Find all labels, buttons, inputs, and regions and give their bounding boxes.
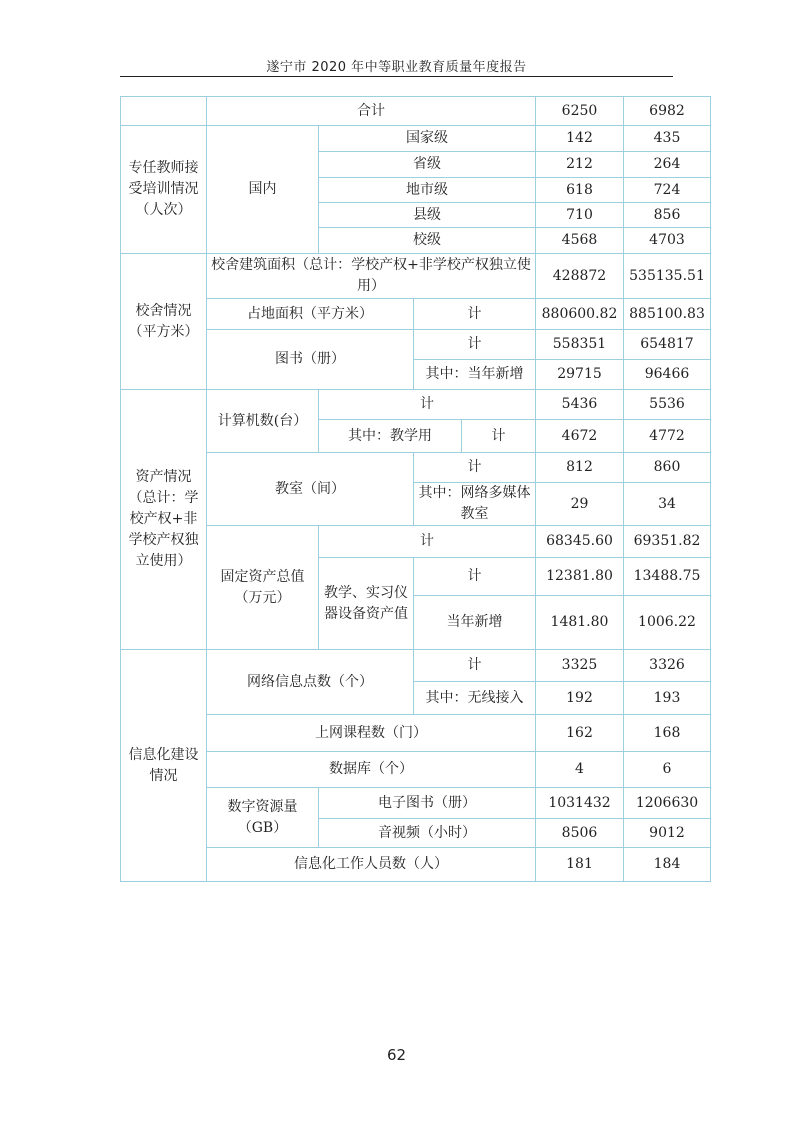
value-cell: 710 (536, 203, 624, 228)
value-cell: 96466 (624, 360, 711, 390)
page-number: 62 (386, 1046, 407, 1064)
value-cell: 856 (624, 203, 711, 228)
row-label: 网络信息点数（个） (207, 650, 414, 715)
value-cell: 1206630 (624, 788, 711, 819)
value-cell: 29715 (536, 360, 624, 390)
row-label: 地市级 (319, 178, 536, 203)
statistics-table (120, 96, 711, 882)
value-cell: 12381.80 (536, 558, 624, 596)
row-label: 校舍建筑面积（总计：学校产权+非学校产权独立使用） (207, 254, 536, 299)
value-cell: 4 (536, 752, 624, 788)
value-cell: 428872 (536, 254, 624, 299)
category-cell: 校舍情况（平方米） (121, 254, 207, 390)
value-cell: 8506 (536, 819, 624, 848)
group-cell: 国内 (207, 126, 319, 254)
sub-label: 音视频（小时） (319, 819, 536, 848)
row-label: 数据库（个） (207, 752, 536, 788)
value-cell: 4703 (624, 228, 711, 254)
value-cell: 724 (624, 178, 711, 203)
value-cell: 4672 (536, 420, 624, 453)
table-row (121, 650, 711, 682)
value-cell: 558351 (536, 330, 624, 360)
row-label: 县级 (319, 203, 536, 228)
sub-label: 其中：当年新增 (414, 360, 536, 390)
table-row (121, 715, 711, 752)
sub-label: 计 (414, 650, 536, 682)
value-cell: 1031432 (536, 788, 624, 819)
sub-label: 电子图书（册） (319, 788, 536, 819)
table-row (121, 126, 711, 152)
value-cell: 880600.82 (536, 299, 624, 330)
sub-label: 其中：网络多媒体教室 (414, 483, 536, 526)
value-cell: 9012 (624, 819, 711, 848)
table-row (121, 788, 711, 819)
value-cell: 618 (536, 178, 624, 203)
value-cell: 264 (624, 152, 711, 178)
value-cell: 535135.51 (624, 254, 711, 299)
value-cell: 192 (536, 682, 624, 715)
value-cell: 3326 (624, 650, 711, 682)
table-row (121, 254, 711, 299)
category-cell: 专任教师接受培训情况（人次） (121, 126, 207, 254)
value-cell: 142 (536, 126, 624, 152)
value-cell: 6982 (624, 97, 711, 126)
value-cell: 1006.22 (624, 596, 711, 650)
row-label: 校级 (319, 228, 536, 254)
sub-label: 计 (414, 453, 536, 483)
row-label: 合计 (207, 97, 536, 126)
value-cell: 885100.83 (624, 299, 711, 330)
value-cell: 5536 (624, 390, 711, 420)
page-header: 遂宁市 2020 年中等职业教育质量年度报告 (266, 60, 527, 75)
row-label: 教室（间） (207, 453, 414, 526)
row-label: 图书（册） (207, 330, 414, 390)
row-label: 固定资产总值（万元） (207, 526, 319, 650)
value-cell: 1481.80 (536, 596, 624, 650)
value-cell: 6250 (536, 97, 624, 126)
value-cell: 654817 (624, 330, 711, 360)
table-row (121, 299, 711, 330)
value-cell: 68345.60 (536, 526, 624, 558)
sub-label: 计 (319, 526, 536, 558)
category-cell: 信息化建设情况 (121, 650, 207, 882)
row-label: 占地面积（平方米） (207, 299, 414, 330)
table-row (121, 848, 711, 882)
value-cell: 4568 (536, 228, 624, 254)
table-row (121, 97, 711, 126)
value-cell: 4772 (624, 420, 711, 453)
value-cell: 168 (624, 715, 711, 752)
empty-cell (121, 97, 207, 126)
sub-label: 其中：教学用 (319, 420, 462, 453)
sub-label: 计 (414, 558, 536, 596)
value-cell: 162 (536, 715, 624, 752)
value-cell: 3325 (536, 650, 624, 682)
sub-label: 计 (414, 299, 536, 330)
sub-label: 当年新增 (414, 596, 536, 650)
value-cell: 34 (624, 483, 711, 526)
value-cell: 184 (624, 848, 711, 882)
table-row (121, 390, 711, 420)
table-row (121, 526, 711, 558)
value-cell: 5436 (536, 390, 624, 420)
value-cell: 860 (624, 453, 711, 483)
value-cell: 6 (624, 752, 711, 788)
row-label: 省级 (319, 152, 536, 178)
row-label: 计算机数(台） (207, 390, 319, 453)
row-label: 数字资源量（GB） (207, 788, 319, 848)
table-row (121, 330, 711, 360)
value-cell: 13488.75 (624, 558, 711, 596)
value-cell: 69351.82 (624, 526, 711, 558)
value-cell: 181 (536, 848, 624, 882)
value-cell: 435 (624, 126, 711, 152)
sub-label: 计 (462, 420, 536, 453)
row-label: 国家级 (319, 126, 536, 152)
category-cell: 资产情况（总计：学校产权+非学校产权独立使用） (121, 390, 207, 650)
sub-label: 计 (414, 330, 536, 360)
value-cell: 812 (536, 453, 624, 483)
sub-label: 教学、实习仪器设备资产值 (319, 558, 414, 650)
table-row (121, 453, 711, 483)
table-row (121, 752, 711, 788)
row-label: 信息化工作人员数（人） (207, 848, 536, 882)
value-cell: 29 (536, 483, 624, 526)
value-cell: 212 (536, 152, 624, 178)
value-cell: 193 (624, 682, 711, 715)
sub-label: 其中：无线接入 (414, 682, 536, 715)
row-label: 上网课程数（门） (207, 715, 536, 752)
header-divider (120, 76, 673, 77)
sub-label: 计 (319, 390, 536, 420)
